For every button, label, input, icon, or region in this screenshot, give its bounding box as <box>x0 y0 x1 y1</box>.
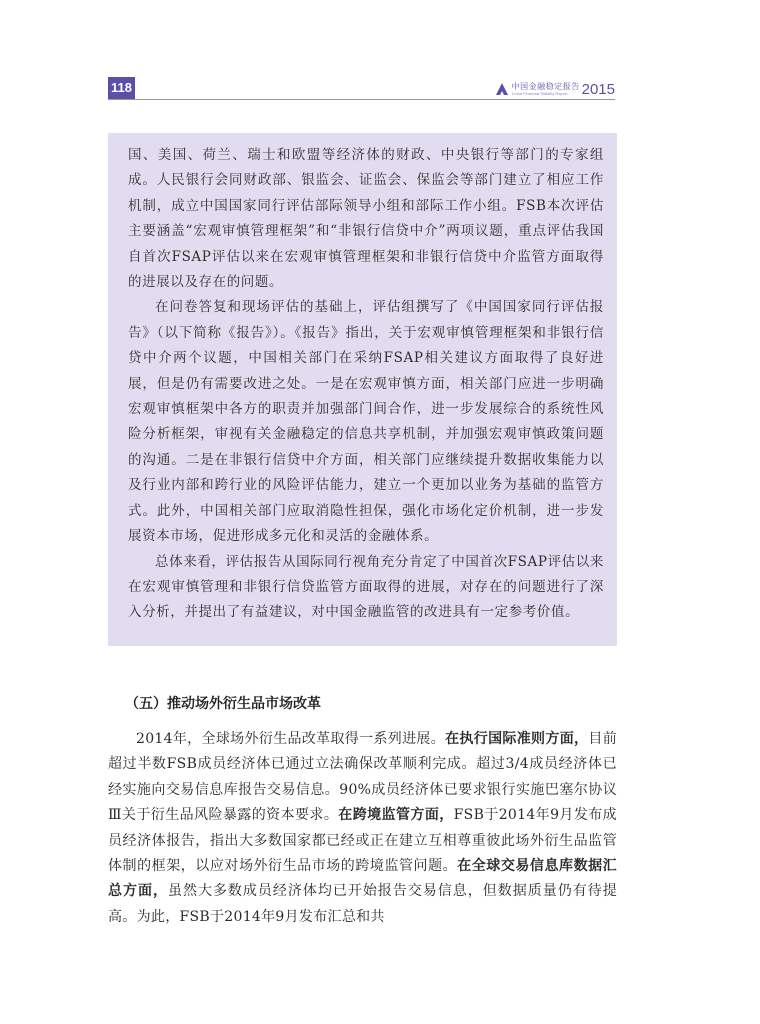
brand-title-cn: 中国金融稳定报告 <box>511 81 580 91</box>
section-title: （五）推动场外衍生品市场改革 <box>125 696 321 712</box>
box-paragraph: 国、美国、荷兰、瑞士和欧盟等经济体的财政、中央银行等部门的专家组成。人民银行会同财政部、银监会、证监会、保监会等部门建立了相应工作机制，成立中国国家同行评估部际领导小组和部际工作小组。FSB本次评估主要涵盖“宏观审慎管理框架”和“非银行信贷中介”两项议题，重点评估我国自首次FSAP评估以来在宏观审慎管理框架和非银行信贷中介监管方面取得的进展以及存在的问题。 <box>128 147 604 291</box>
body-paragraph <box>108 727 617 930</box>
body-text-segment: 目前超过半数FSB成员经济体已通过立法确保改革顺利完成。超过3/4成员经济体已经实施向交易信息库报告交易信息。90%成员经济体已要求银行实施巴塞尔协议Ⅲ关于衍生品风险暴露的资本要求。 <box>108 731 618 824</box>
brand-title-en: China Financial Stability Report <box>511 90 568 96</box>
body-text-segment: 2014年，全球场外衍生品改革取得一系列进展。 <box>136 731 446 747</box>
brand-year: 2015 <box>581 80 615 98</box>
body-highlight: 在跨境监管方面， <box>338 807 454 824</box>
body-highlight: 在执行国际准则方面， <box>445 731 589 747</box>
page-number: 118 <box>108 77 135 99</box>
report-brand <box>495 79 615 99</box>
body-text-segment: FSB于2014年9月发布成员经济体报告，指出大多数国家都已经或正在建立互相尊重彼此场外衍生品监管体制的框架，以应对场外衍生品市场的跨境监管问题。 <box>108 807 617 875</box>
fsap-peer-review-box <box>108 133 617 646</box>
page-header <box>108 77 615 100</box>
box-paragraph: 总体来看，评估报告从国际同行视角充分肯定了中国首次FSAP评估以来在宏观审慎管理和非银行信贷监管方面取得的进展，对存在的问题进行了深入分析，并提出了有益建议，对中国金融监管的改进具有一定参考价值。 <box>128 553 604 621</box>
section-body <box>108 727 617 930</box>
report-logo-icon <box>495 82 509 96</box>
body-highlight: 在全球交易信息库数据汇总方面， <box>108 858 617 900</box>
body-text-segment: 虽然大多数成员经济体均已开始报告交易信息，但数据质量仍有待提高。为此，FSB于2014年9月发布汇总和共 <box>108 883 618 925</box>
box-paragraph: 在问卷答复和现场评估的基础上，评估组撰写了《中国国家同行评估报告》（以下简称《报告》）。《报告》指出，关于宏观审慎管理框架和非银行信贷中介两个议题，中国相关部门在采纳FSAP相关建议方面取得了良好进展，但是仍有需要改进之处。一是在宏观审慎方面，相关部门应进一步明确宏观审慎框架中各方的职责并加强部门间合作，进一步发展综合的系统性风险分析框架，审视有关金融稳定的信息共享机制，并加强宏观审慎政策问题的沟通。二是在非银行信贷中介方面，相关部门应继续提升数据收集能力以及行业内部和跨行业的风险评估能力，建立一个更加以业务为基础的监管方式。此外，中国相关部门应取消隐性担保，强化市场化定价机制，进一步发展资本市场，促进形成多元化和灵活的金融体系。 <box>128 299 604 545</box>
